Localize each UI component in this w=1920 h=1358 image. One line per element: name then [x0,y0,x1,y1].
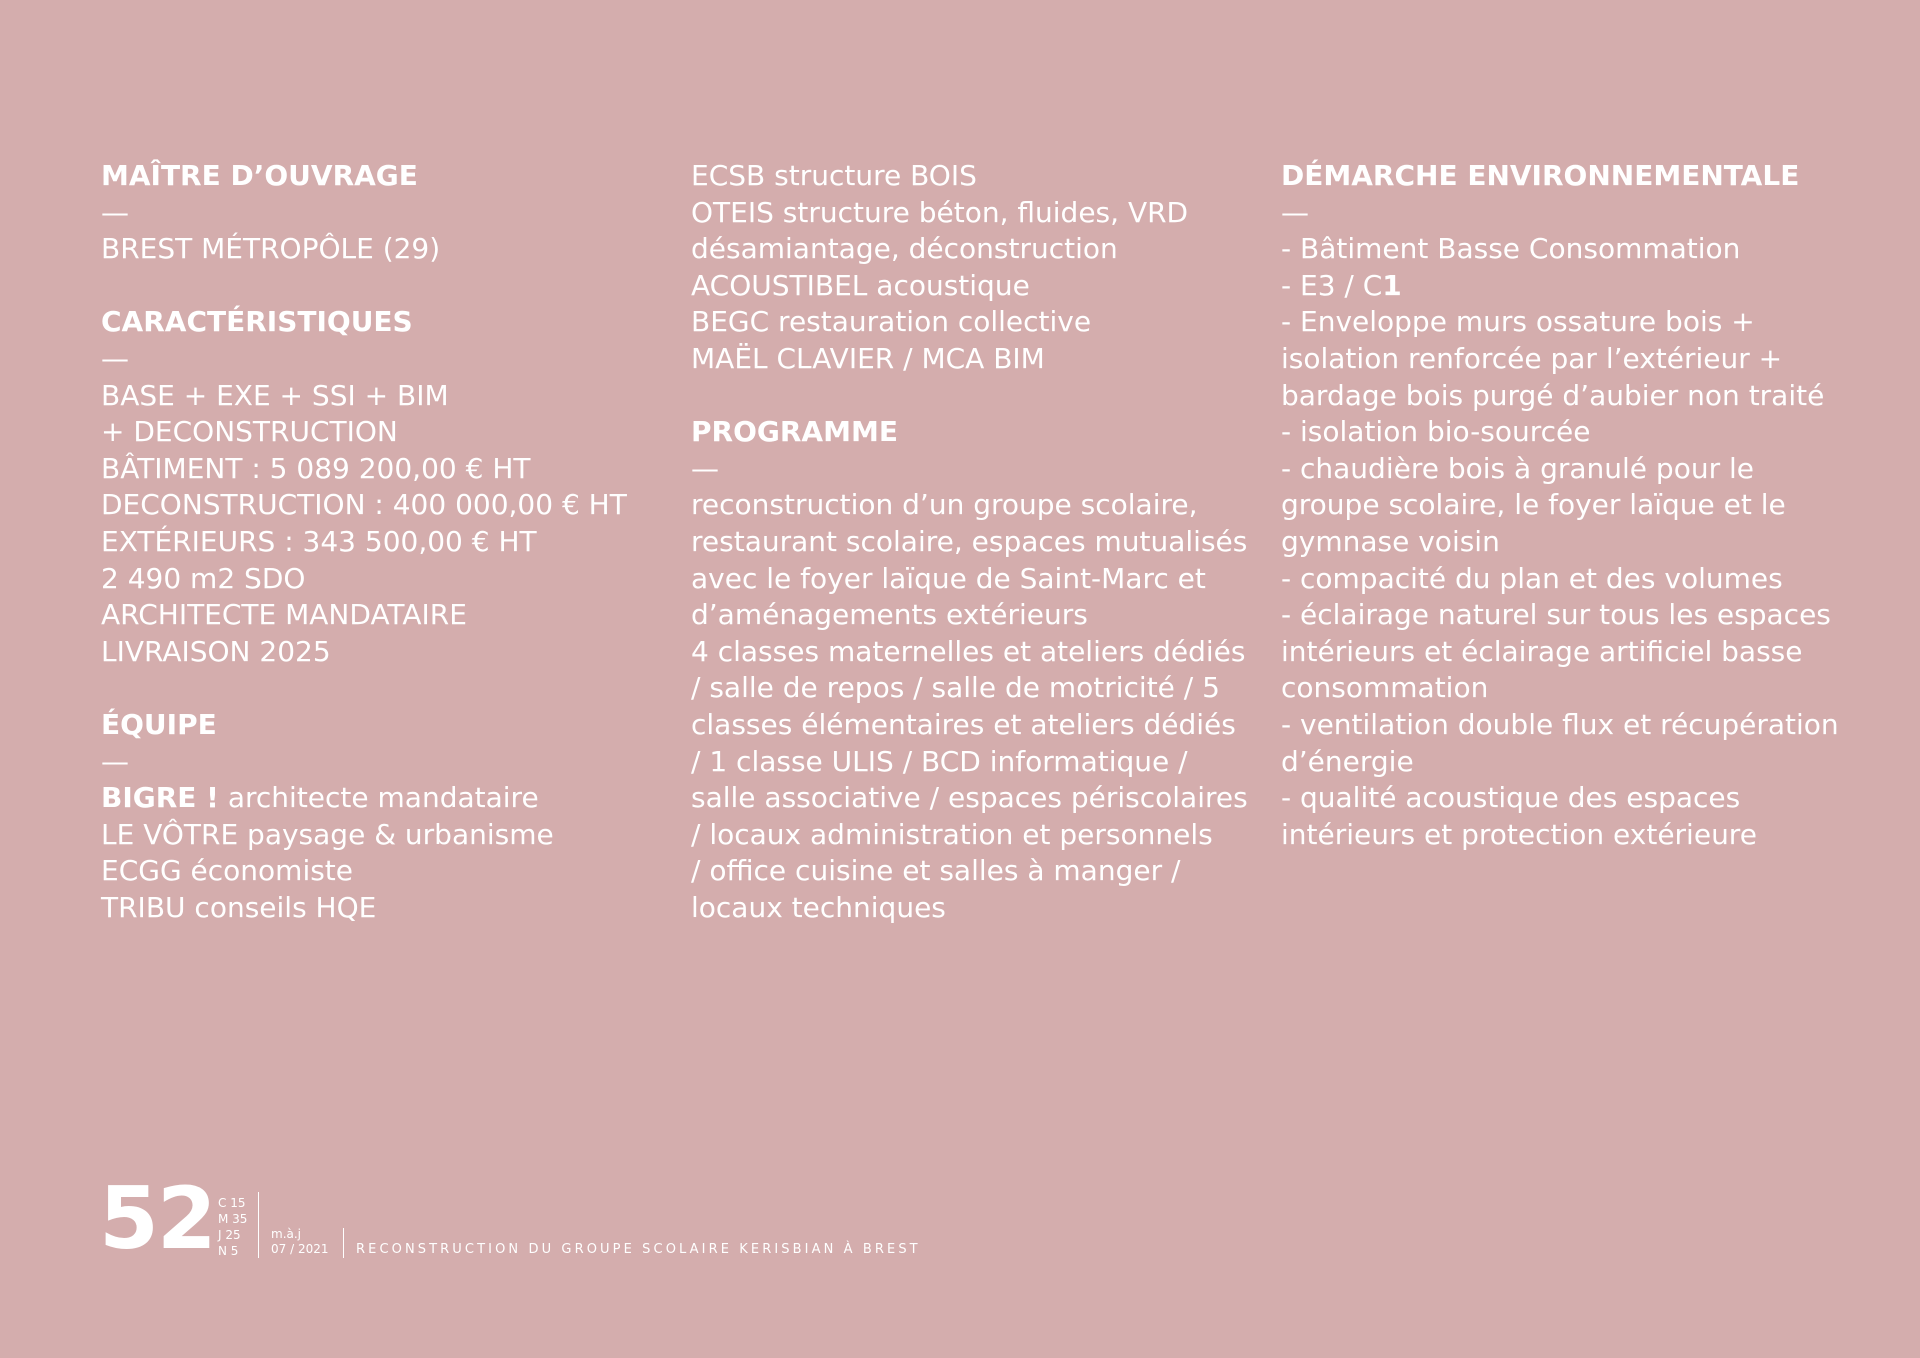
demarche-line: - qualité acoustique des espaces [1281,781,1741,815]
demarche-line: bardage bois purgé d’aubier non traité [1281,378,1825,412]
footer-divider [343,1228,344,1258]
programme-line: / office cuisine et salles à manger / [691,854,1181,888]
heading-dash: — [101,195,129,229]
demarche-line: gymnase voisin [1281,524,1500,558]
demarche-line: intérieurs et protection extérieure [1281,817,1757,851]
demarche-line: d’énergie [1281,744,1414,778]
column-right [1281,158,1861,853]
maitre-ouvrage-heading: MAÎTRE D’OUVRAGE [101,159,418,192]
update-info [271,1227,328,1257]
caracteristiques-line: BÂTIMENT : 5 089 200,00 € HT [101,451,531,485]
column-left [101,158,681,926]
programme-line: d’aménagements extérieurs [691,598,1088,632]
column-middle [691,158,1271,926]
demarche-line: consommation [1281,671,1489,705]
programme-line: reconstruction d’un groupe scolaire, [691,488,1198,522]
demarche-line: - Enveloppe murs ossature bois + [1281,305,1755,339]
heading-dash: — [691,451,719,485]
page-number: 52 [99,1169,215,1269]
heading-dash: — [101,341,129,375]
demarche-line: - isolation bio-sourcée [1281,415,1591,449]
equipe-lead-name: BIGRE ! [101,781,219,815]
equipe-line: MAËL CLAVIER / MCA BIM [691,341,1045,375]
footer-divider [258,1192,259,1258]
programme-heading: PROGRAMME [691,415,898,449]
programme-line: / locaux administration et personnels [691,817,1213,851]
demarche-line: - compacité du plan et des volumes [1281,561,1783,595]
caracteristiques-line: BASE + EXE + SSI + BIM [101,378,449,412]
caracteristiques-line: DECONSTRUCTION : 400 000,00 € HT [101,488,627,522]
caracteristiques-line: LIVRAISON 2025 [101,634,331,668]
demarche-line: - Bâtiment Basse Consommation [1281,232,1741,266]
demarche-line-prefix: - E3 / C [1281,268,1383,302]
demarche-line: - chaudière bois à granulé pour le [1281,451,1754,485]
programme-line: salle associative / espaces périscolaires [691,781,1248,815]
equipe-line: BEGC restauration collective [691,305,1092,339]
footer-title: RECONSTRUCTION DU GROUPE SCOLAIRE KERISBIAN À BREST [356,1242,921,1257]
programme-line: classes élémentaires et ateliers dédiés [691,707,1236,741]
demarche-line [1281,268,1861,305]
caracteristiques-line: + DECONSTRUCTION [101,415,398,449]
programme-line: restaurant scolaire, espaces mutualisés [691,524,1248,558]
caracteristiques-line: EXTÉRIEURS : 343 500,00 € HT [101,524,537,558]
programme-line: 4 classes maternelles et ateliers dédiés [691,634,1246,668]
programme-line: / salle de repos / salle de motricité / 5 [691,671,1220,705]
update-label: m.à.j [271,1227,302,1241]
color-code-c: C 15 [218,1196,246,1210]
maitre-ouvrage-value: BREST MÉTROPÔLE (29) [101,232,441,266]
demarche-line: isolation renforcée par l’extérieur + [1281,341,1783,375]
programme-line: locaux techniques [691,890,946,924]
demarche-line-bold: 1 [1382,268,1402,302]
heading-dash: — [1281,195,1309,229]
equipe-lead-role: architecte mandataire [218,781,539,815]
caracteristiques-line: 2 490 m2 SDO [101,561,306,595]
demarche-line: - éclairage naturel sur tous les espaces [1281,598,1831,632]
equipe-line: ECGG économiste [101,854,354,888]
update-date: 07 / 2021 [271,1242,329,1256]
color-code-n: N 5 [218,1244,239,1258]
color-code-m: M 35 [218,1212,248,1226]
programme-line: / 1 classe ULIS / BCD informatique / [691,744,1188,778]
equipe-line: LE VÔTRE paysage & urbanisme [101,817,554,851]
demarche-line: groupe scolaire, le foyer laïque et le [1281,488,1786,522]
demarche-line: - ventilation double flux et récupération [1281,707,1839,741]
equipe-line: TRIBU conseils HQE [101,890,377,924]
programme-line: avec le foyer laïque de Saint-Marc et [691,561,1206,595]
heading-dash: — [101,744,129,778]
demarche-heading: DÉMARCHE ENVIRONNEMENTALE [1281,159,1800,192]
color-code [218,1195,247,1259]
equipe-line: ECSB structure BOIS [691,159,977,192]
equipe-line [101,780,681,817]
color-code-j: J 25 [218,1228,241,1242]
equipe-heading: ÉQUIPE [101,707,217,741]
equipe-line: désamiantage, déconstruction [691,232,1118,266]
equipe-line: OTEIS structure béton, fluides, VRD [691,195,1189,229]
demarche-line: intérieurs et éclairage artificiel basse [1281,634,1803,668]
caracteristiques-heading: CARACTÉRISTIQUES [101,305,413,339]
caracteristiques-line: ARCHITECTE MANDATAIRE [101,598,467,632]
equipe-line: ACOUSTIBEL acoustique [691,268,1030,302]
